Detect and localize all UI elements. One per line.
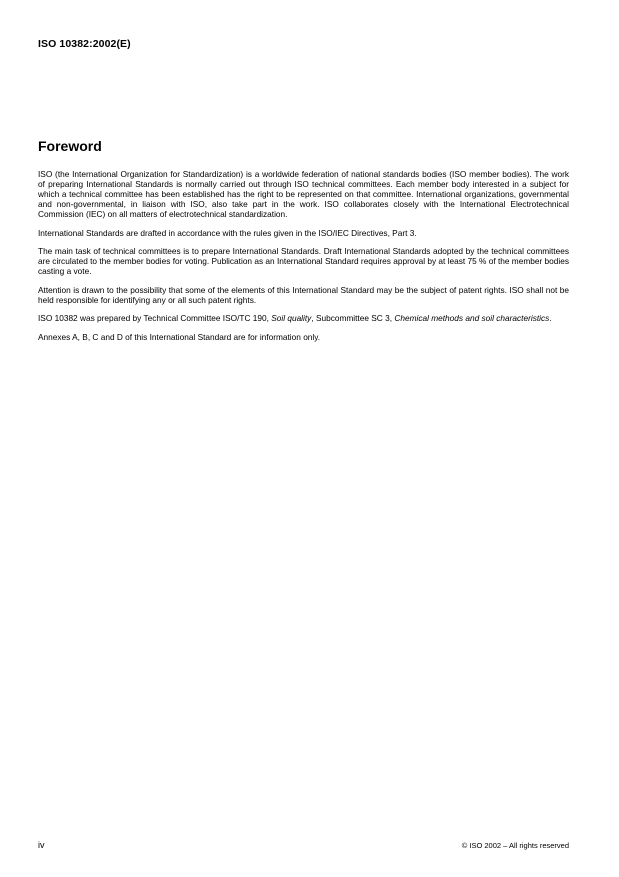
paragraph-main-task: The main task of technical committees is to prepare International Standards. Draft International Standards adopted by the technical committees are circulated to the member bodies for voting. Publication as an International Standard requires approval by at least 75 % of the member bodies casting a vote. <box>38 246 569 277</box>
paragraph-prepared-by <box>38 313 569 323</box>
foreword-heading: Foreword <box>38 138 102 154</box>
copyright-notice: © ISO 2002 – All rights reserved <box>461 841 569 850</box>
page-number: iv <box>38 840 45 850</box>
prepared-by-text-1: ISO 10382 was prepared by Technical Committee ISO/TC 190, <box>38 313 272 324</box>
standard-identifier: ISO 10382:2002(E) <box>38 38 131 50</box>
prepared-by-text-2: , Subcommittee SC 3, <box>311 313 395 324</box>
paragraph-directives: International Standards are drafted in accordance with the rules given in the ISO/IEC Directives, Part 3. <box>38 227 417 238</box>
foreword-body <box>38 169 569 350</box>
paragraph-annexes: Annexes A, B, C and D of this International Standard are for information only. <box>38 331 321 342</box>
paragraph-patent-rights: Attention is drawn to the possibility that some of the elements of this International Standard may be the subject of patent rights. ISO shall not be held responsible for identifying any or all such patent rights. <box>38 284 569 305</box>
prepared-by-text-3: . <box>549 313 552 324</box>
paragraph-iso-overview: ISO (the International Organization for Standardization) is a worldwide federation of national standards bodies (ISO member bodies). The work of preparing International Standards is normally carried out through ISO technical committees. Each member body interested in a subject for which a technical committee has been established has the right to be represented on that committee. International organizations, governmental and non-governmental, in liaison with ISO, also take part in the work. ISO collaborates closely with the International Electrotechnical Commission (IEC) on all matters of electrotechnical standardization. <box>38 169 569 220</box>
prepared-by-subcommittee-name: Chemical methods and soil characteristics <box>394 313 550 324</box>
prepared-by-committee-name: Soil quality <box>271 313 312 324</box>
